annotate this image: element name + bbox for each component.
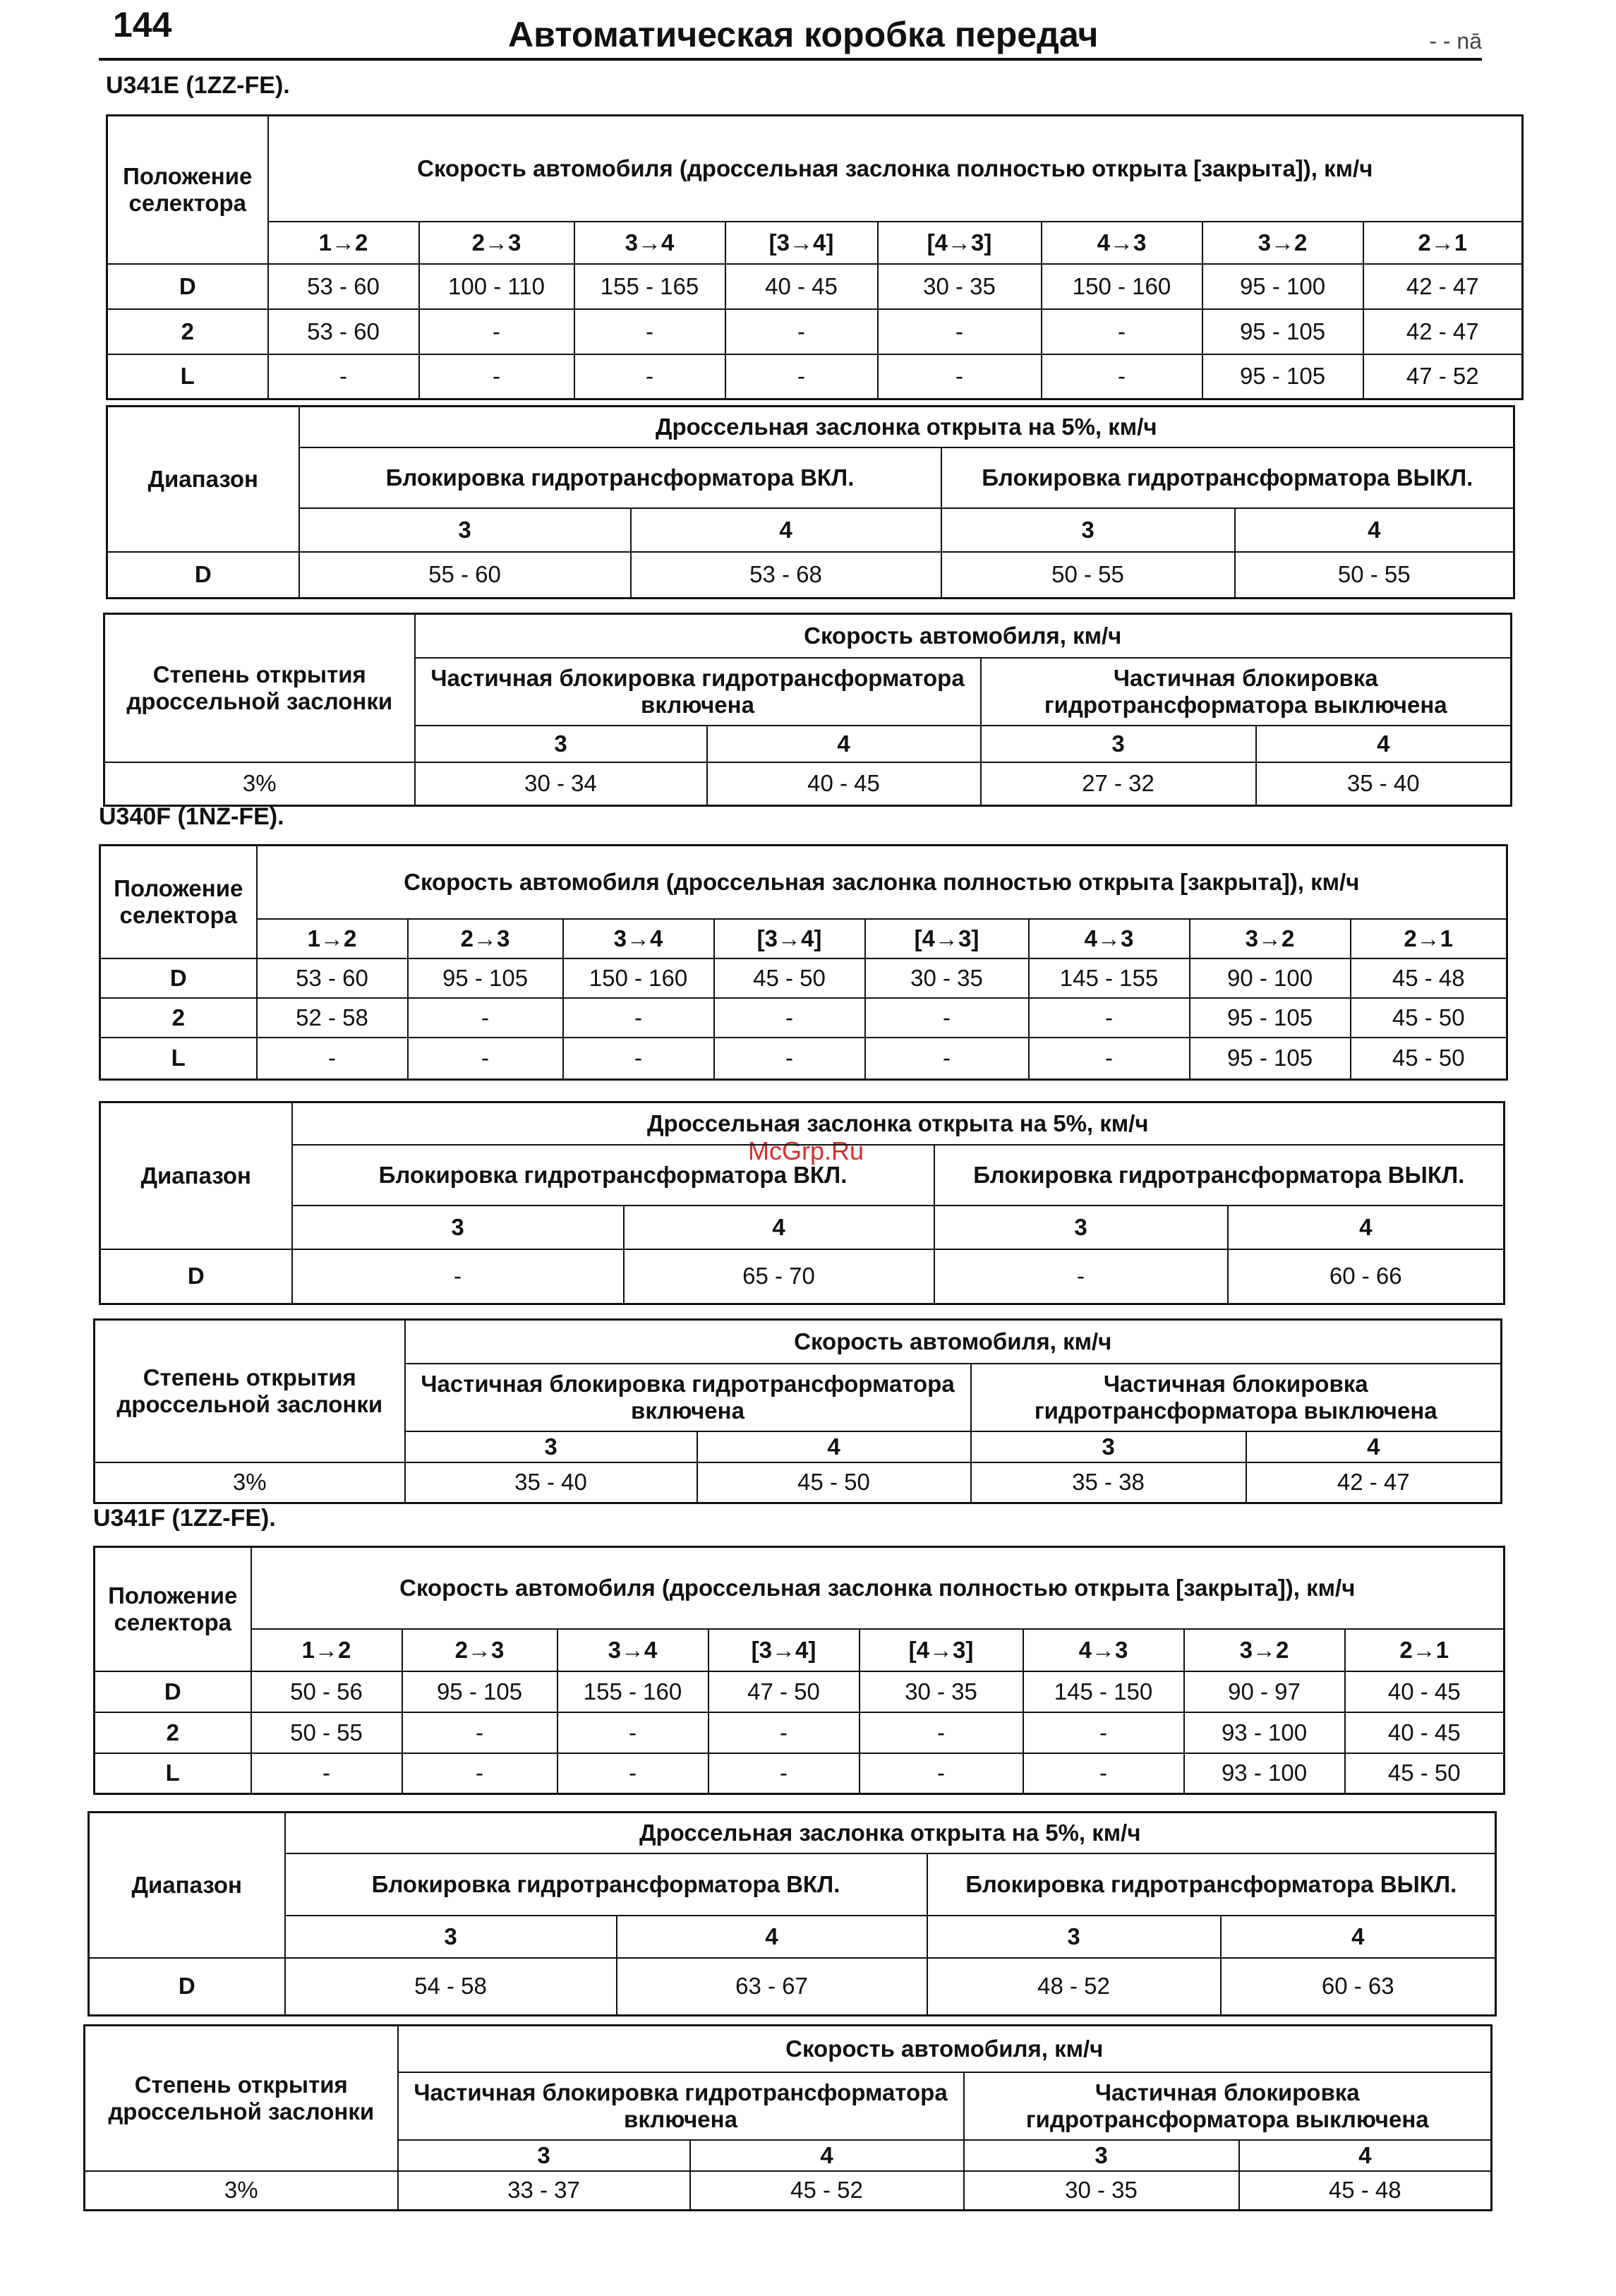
gear-column-header: 3 xyxy=(299,508,631,552)
model-label: U341F (1ZZ-FE). xyxy=(93,1505,276,1532)
lockup-off-header: Блокировка гидротрансформатора ВЫКЛ. xyxy=(941,447,1514,508)
shift-column-header: 3→4 xyxy=(563,919,714,958)
shift-column-header: [3→4] xyxy=(708,1629,860,1671)
scan-mark: - - nā xyxy=(1429,28,1482,54)
gear-column-header: 3 xyxy=(405,1431,697,1462)
gear-column-header: 3 xyxy=(971,1431,1246,1462)
speed-value: - xyxy=(408,1038,563,1080)
selector-position-header: Положение селектора xyxy=(107,116,268,264)
speed-value: 30 - 35 xyxy=(865,958,1029,998)
selector-position: 2 xyxy=(107,309,268,354)
gear-column-header: 4 xyxy=(1239,2140,1492,2171)
partial-lockup-table xyxy=(103,613,1512,807)
shift-speed-table xyxy=(106,114,1524,400)
header-rule xyxy=(99,58,1482,61)
lockup-speed-value: 60 - 63 xyxy=(1221,1958,1496,2016)
speed-value: 50 - 56 xyxy=(251,1671,402,1712)
shift-column-header: [3→4] xyxy=(725,222,878,264)
speed-value: 50 - 55 xyxy=(251,1712,402,1753)
shift-column-header: 1→2 xyxy=(268,222,419,264)
vehicle-speed-header: Скорость автомобиля, км/ч xyxy=(405,1320,1502,1364)
speed-value: - xyxy=(714,998,865,1038)
speed-value: - xyxy=(574,309,725,354)
speed-value: 90 - 97 xyxy=(1184,1671,1345,1712)
gear-column-header: 4 xyxy=(1221,1916,1496,1958)
speed-value: - xyxy=(408,998,563,1038)
table-row xyxy=(89,1958,1496,2016)
range-header: Диапазон xyxy=(100,1102,292,1249)
speed-value: - xyxy=(865,1038,1029,1080)
table-row xyxy=(95,1712,1505,1753)
gear-column-header: 3 xyxy=(941,508,1235,552)
lockup-speed-value: 53 - 68 xyxy=(631,552,941,599)
speed-value: - xyxy=(878,354,1042,399)
speed-value: - xyxy=(865,998,1029,1038)
gear-column-header: 3 xyxy=(292,1206,624,1249)
throttle-5-header: Дроссельная заслонка открыта на 5%, км/ч xyxy=(299,407,1514,447)
selector-position: D xyxy=(95,1671,251,1712)
gear-column-header: 4 xyxy=(617,1916,927,1958)
speed-value: 155 - 165 xyxy=(574,264,725,309)
partial-speed-value: 40 - 45 xyxy=(707,762,981,806)
shift-column-header: 2→1 xyxy=(1363,222,1523,264)
throttle-5-header: Дроссельная заслонка открыта на 5%, км/ч xyxy=(285,1813,1496,1853)
throttle-degree-header: Степень открытия дроссельной заслонки xyxy=(85,2026,398,2171)
partial-speed-value: 30 - 34 xyxy=(415,762,707,806)
speed-value: 30 - 35 xyxy=(860,1671,1023,1712)
speed-value: 45 - 50 xyxy=(714,958,865,998)
gear-column-header: 4 xyxy=(1256,726,1512,762)
speed-value: 93 - 100 xyxy=(1184,1753,1345,1794)
partial-speed-value: 42 - 47 xyxy=(1246,1462,1502,1503)
table-row xyxy=(107,354,1523,399)
speed-value: - xyxy=(1023,1753,1184,1794)
speed-value: 40 - 45 xyxy=(1345,1712,1505,1753)
speed-value: - xyxy=(257,1038,408,1080)
vehicle-speed-header: Скорость автомобиля, км/ч xyxy=(398,2026,1492,2072)
table-row xyxy=(100,1038,1507,1080)
speed-header: Скорость автомобиля (дроссельная заслонка полностью открыта [закрыта]), км/ч xyxy=(251,1547,1505,1629)
throttle-degree-value: 3% xyxy=(104,762,415,806)
shift-column-header: [4→3] xyxy=(878,222,1042,264)
lockup-on-header: Блокировка гидротрансформатора ВКЛ. xyxy=(299,447,941,508)
shift-column-header: [4→3] xyxy=(860,1629,1023,1671)
partial-off-header: Частичная блокировка гидротрансформатора выключена xyxy=(964,2072,1492,2140)
lockup-table xyxy=(106,405,1515,599)
partial-speed-value: 35 - 38 xyxy=(971,1462,1246,1503)
lockup-speed-value: 55 - 60 xyxy=(299,552,631,599)
lockup-table xyxy=(88,1811,1497,2016)
speed-value: - xyxy=(419,354,574,399)
table-row xyxy=(100,998,1507,1038)
shift-column-header: 4→3 xyxy=(1023,1629,1184,1671)
partial-speed-value: 45 - 50 xyxy=(697,1462,971,1503)
lockup-speed-value: 54 - 58 xyxy=(285,1958,617,2016)
selector-position: D xyxy=(100,958,257,998)
gear-column-header: 3 xyxy=(285,1916,617,1958)
shift-column-header: 2→1 xyxy=(1351,919,1507,958)
page-title: Автоматическая коробка передач xyxy=(508,15,1099,54)
speed-value: - xyxy=(557,1712,708,1753)
speed-value: 95 - 105 xyxy=(1190,1038,1351,1080)
partial-lockup-table xyxy=(83,2024,1493,2211)
gear-column-header: 4 xyxy=(1235,508,1514,552)
speed-value: 45 - 48 xyxy=(1351,958,1507,998)
selector-position: L xyxy=(95,1753,251,1794)
speed-value: 45 - 50 xyxy=(1351,998,1507,1038)
speed-value: 53 - 60 xyxy=(268,309,419,354)
shift-column-header: 3→4 xyxy=(574,222,725,264)
speed-value: - xyxy=(402,1753,557,1794)
lockup-speed-value: 48 - 52 xyxy=(927,1958,1221,2016)
table-row xyxy=(100,958,1507,998)
shift-column-header: 2→1 xyxy=(1345,1629,1505,1671)
speed-value: 30 - 35 xyxy=(878,264,1042,309)
shift-speed-table xyxy=(99,844,1508,1081)
table-row xyxy=(85,2171,1492,2211)
speed-value: - xyxy=(268,354,419,399)
selector-position-header: Положение селектора xyxy=(95,1547,251,1671)
throttle-degree-value: 3% xyxy=(85,2171,398,2211)
shift-column-header: 3→2 xyxy=(1202,222,1363,264)
shift-column-header: 3→2 xyxy=(1184,1629,1345,1671)
speed-value: 90 - 100 xyxy=(1190,958,1351,998)
speed-value: - xyxy=(419,309,574,354)
selector-position: 2 xyxy=(100,998,257,1038)
speed-value: 145 - 150 xyxy=(1023,1671,1184,1712)
partial-speed-value: 45 - 52 xyxy=(690,2171,964,2211)
speed-value: - xyxy=(402,1712,557,1753)
speed-value: - xyxy=(563,998,714,1038)
speed-value: 45 - 50 xyxy=(1345,1753,1505,1794)
partial-speed-value: 30 - 35 xyxy=(964,2171,1239,2211)
speed-value: 53 - 60 xyxy=(257,958,408,998)
lockup-speed-value: 63 - 67 xyxy=(617,1958,927,2016)
speed-value: - xyxy=(708,1712,860,1753)
table-row xyxy=(104,762,1512,806)
selector-position: L xyxy=(100,1038,257,1080)
throttle-degree-header: Степень открытия дроссельной заслонки xyxy=(95,1320,405,1462)
table-row xyxy=(107,264,1523,309)
shift-column-header: [3→4] xyxy=(714,919,865,958)
table-row xyxy=(95,1462,1502,1503)
speed-value: 53 - 60 xyxy=(268,264,419,309)
shift-column-header: 3→2 xyxy=(1190,919,1351,958)
speed-value: 95 - 105 xyxy=(408,958,563,998)
shift-column-header: 2→3 xyxy=(408,919,563,958)
gear-column-header: 4 xyxy=(1228,1206,1505,1249)
selector-position: L xyxy=(107,354,268,399)
partial-speed-value: 27 - 32 xyxy=(981,762,1256,806)
selector-position: 2 xyxy=(95,1712,251,1753)
speed-value: 95 - 105 xyxy=(1202,354,1363,399)
table-row xyxy=(107,309,1523,354)
table-row xyxy=(100,1249,1505,1304)
gear-column-header: 3 xyxy=(934,1206,1228,1249)
lockup-on-header: Блокировка гидротрансформатора ВКЛ. xyxy=(285,1853,927,1916)
speed-value: 52 - 58 xyxy=(257,998,408,1038)
shift-column-header: 3→4 xyxy=(557,1629,708,1671)
speed-value: 95 - 100 xyxy=(1202,264,1363,309)
gear-column-header: 4 xyxy=(631,508,941,552)
gear-column-header: 3 xyxy=(927,1916,1221,1958)
lockup-table xyxy=(99,1101,1505,1305)
partial-lockup-table xyxy=(93,1318,1502,1504)
speed-value: 42 - 47 xyxy=(1363,264,1523,309)
speed-value: - xyxy=(860,1712,1023,1753)
shift-column-header: 2→3 xyxy=(402,1629,557,1671)
lockup-speed-value: 50 - 55 xyxy=(1235,552,1514,599)
lockup-off-header: Блокировка гидротрансформатора ВЫКЛ. xyxy=(927,1853,1496,1916)
speed-value: - xyxy=(1042,354,1202,399)
lockup-speed-value: 65 - 70 xyxy=(624,1249,934,1304)
lockup-speed-value: 60 - 66 xyxy=(1228,1249,1505,1304)
table-row xyxy=(95,1753,1505,1794)
speed-value: 100 - 110 xyxy=(419,264,574,309)
model-label: U341E (1ZZ-FE). xyxy=(106,72,290,99)
speed-value: - xyxy=(1029,1038,1190,1080)
speed-value: - xyxy=(1023,1712,1184,1753)
speed-value: 145 - 155 xyxy=(1029,958,1190,998)
partial-speed-value: 45 - 48 xyxy=(1239,2171,1492,2211)
partial-on-header: Частичная блокировка гидротрансформатора включена xyxy=(405,1364,971,1431)
throttle-degree-value: 3% xyxy=(95,1462,405,1503)
shift-column-header: 4→3 xyxy=(1042,222,1202,264)
range-header: Диапазон xyxy=(89,1813,285,1958)
partial-on-header: Частичная блокировка гидротрансформатора включена xyxy=(415,658,981,726)
speed-value: - xyxy=(878,309,1042,354)
gear-column-header: 4 xyxy=(697,1431,971,1462)
shift-column-header: 4→3 xyxy=(1029,919,1190,958)
partial-speed-value: 33 - 37 xyxy=(398,2171,690,2211)
speed-value: - xyxy=(714,1038,865,1080)
speed-value: - xyxy=(563,1038,714,1080)
speed-value: - xyxy=(725,354,878,399)
watermark: McGrp.Ru xyxy=(748,1136,864,1165)
table-row xyxy=(107,552,1514,599)
lockup-off-header: Блокировка гидротрансформатора ВЫКЛ. xyxy=(934,1145,1505,1206)
gear-column-header: 4 xyxy=(624,1206,934,1249)
gear-column-header: 3 xyxy=(415,726,707,762)
shift-column-header: [4→3] xyxy=(865,919,1029,958)
speed-value: 42 - 47 xyxy=(1363,309,1523,354)
shift-column-header: 1→2 xyxy=(251,1629,402,1671)
speed-value: - xyxy=(574,354,725,399)
gear-column-header: 4 xyxy=(707,726,981,762)
vehicle-speed-header: Скорость автомобиля, км/ч xyxy=(415,614,1512,658)
shift-column-header: 1→2 xyxy=(257,919,408,958)
selector-position-header: Положение селектора xyxy=(100,846,257,958)
throttle-5-header: Дроссельная заслонка открыта на 5%, км/ч xyxy=(292,1102,1505,1145)
partial-speed-value: 35 - 40 xyxy=(405,1462,697,1503)
speed-value: 47 - 50 xyxy=(708,1671,860,1712)
speed-value: 95 - 105 xyxy=(1202,309,1363,354)
partial-off-header: Частичная блокировка гидротрансформатора выключена xyxy=(981,658,1512,726)
shift-column-header: 2→3 xyxy=(419,222,574,264)
gear-column-header: 3 xyxy=(398,2140,690,2171)
shift-speed-table xyxy=(93,1546,1505,1795)
speed-value: 150 - 160 xyxy=(563,958,714,998)
partial-off-header: Частичная блокировка гидротрансформатора выключена xyxy=(971,1364,1502,1431)
speed-value: 45 - 50 xyxy=(1351,1038,1507,1080)
throttle-degree-header: Степень открытия дроссельной заслонки xyxy=(104,614,415,762)
speed-value: 40 - 45 xyxy=(1345,1671,1505,1712)
model-label: U340F (1NZ-FE). xyxy=(99,803,284,830)
speed-value: 150 - 160 xyxy=(1042,264,1202,309)
lockup-speed-value: 50 - 55 xyxy=(941,552,1235,599)
speed-value: - xyxy=(860,1753,1023,1794)
range-header: Диапазон xyxy=(107,407,299,552)
range-value: D xyxy=(100,1249,292,1304)
speed-value: - xyxy=(725,309,878,354)
lockup-speed-value: - xyxy=(292,1249,624,1304)
speed-value: - xyxy=(557,1753,708,1794)
table-row xyxy=(95,1671,1505,1712)
range-value: D xyxy=(89,1958,285,2016)
speed-value: 155 - 160 xyxy=(557,1671,708,1712)
gear-column-header: 3 xyxy=(981,726,1256,762)
speed-value: 93 - 100 xyxy=(1184,1712,1345,1753)
page-number: 144 xyxy=(113,5,172,44)
speed-value: 47 - 52 xyxy=(1363,354,1523,399)
gear-column-header: 3 xyxy=(964,2140,1239,2171)
speed-value: 95 - 105 xyxy=(402,1671,557,1712)
speed-value: 40 - 45 xyxy=(725,264,878,309)
speed-value: - xyxy=(708,1753,860,1794)
speed-value: - xyxy=(251,1753,402,1794)
partial-on-header: Частичная блокировка гидротрансформатора включена xyxy=(398,2072,964,2140)
speed-value: - xyxy=(1042,309,1202,354)
gear-column-header: 4 xyxy=(1246,1431,1502,1462)
speed-header: Скорость автомобиля (дроссельная заслонка полностью открыта [закрыта]), км/ч xyxy=(268,116,1523,222)
range-value: D xyxy=(107,552,299,599)
lockup-on-header: Блокировка гидротрансформатора ВКЛ. xyxy=(292,1145,934,1206)
lockup-speed-value: - xyxy=(934,1249,1228,1304)
partial-speed-value: 35 - 40 xyxy=(1256,762,1512,806)
speed-value: - xyxy=(1029,998,1190,1038)
speed-header: Скорость автомобиля (дроссельная заслонка полностью открыта [закрыта]), км/ч xyxy=(257,846,1507,919)
selector-position: D xyxy=(107,264,268,309)
gear-column-header: 4 xyxy=(690,2140,964,2171)
speed-value: 95 - 105 xyxy=(1190,998,1351,1038)
